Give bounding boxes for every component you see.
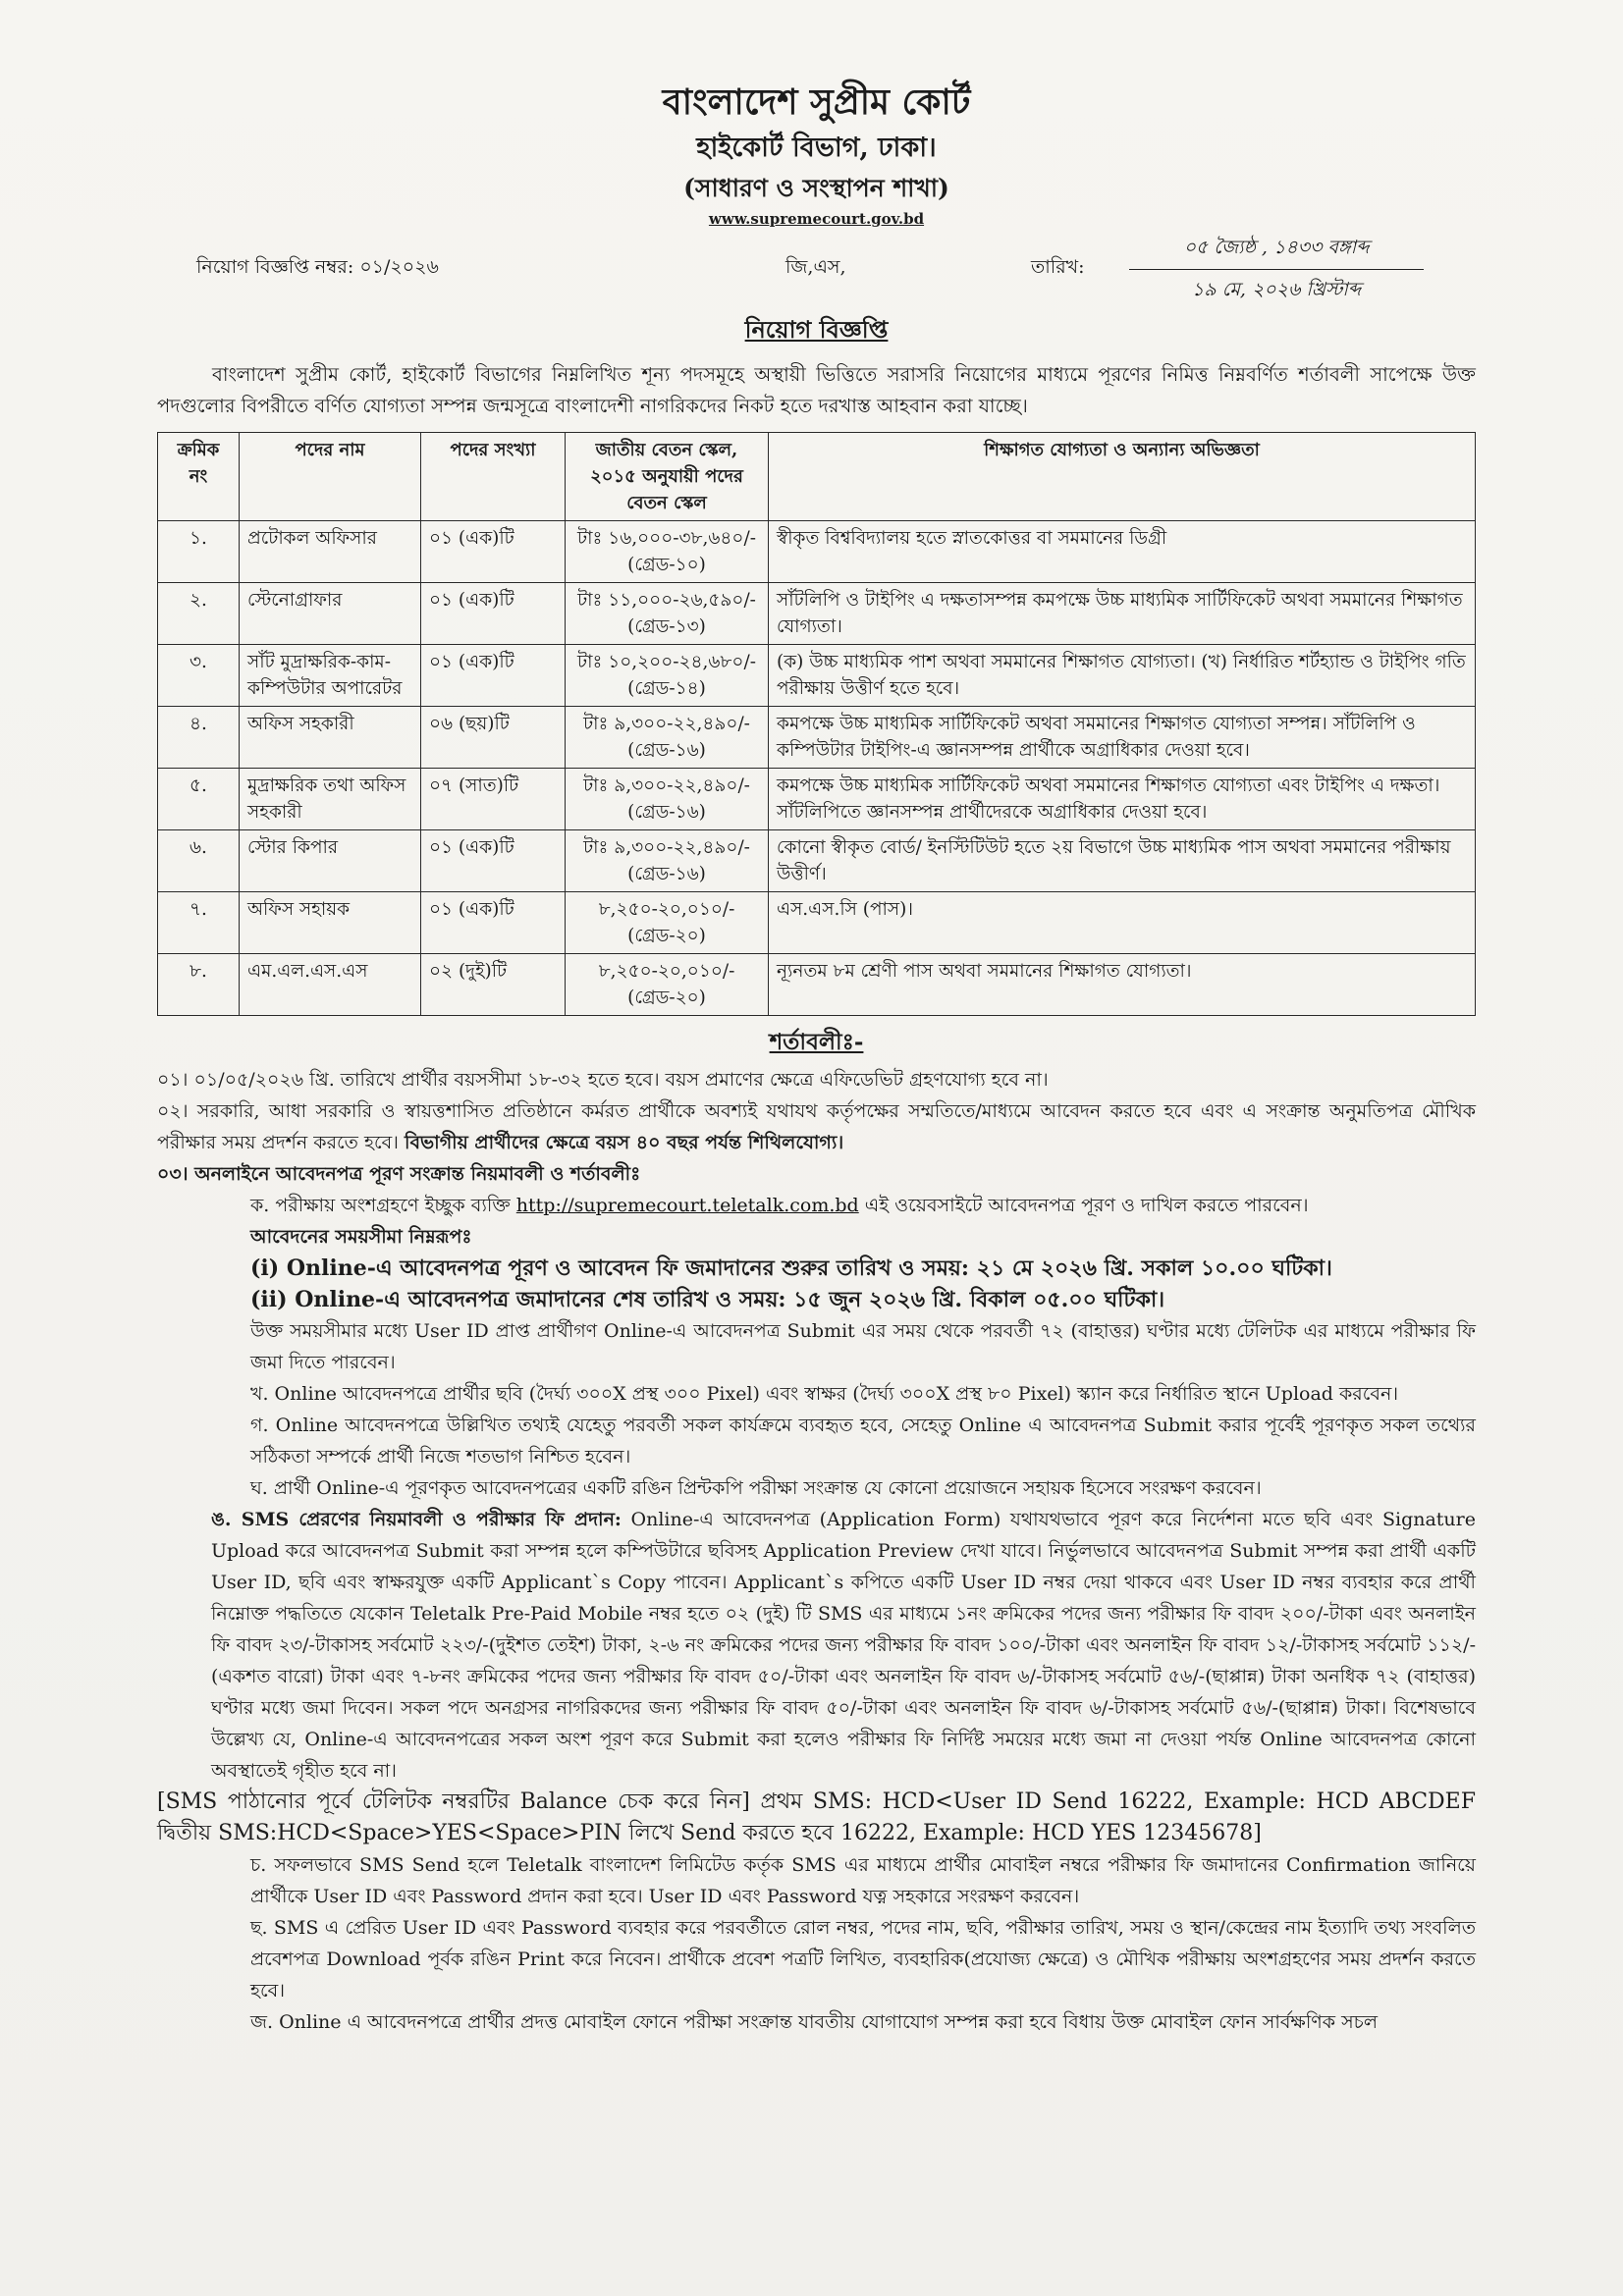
- col-header-post: পদের নাম: [240, 433, 421, 521]
- table-row: [158, 954, 1476, 1016]
- cell-qualification: কমপক্ষে উচ্চ মাধ্যমিক সার্টিফিকেট অথবা সমমানের শিক্ষাগত যোগ্যতা এবং টাইপিং এ দক্ষতা। সাঁটলিপিতে জ্ঞানসম্পন্ন প্রার্থীদেরকে অগ্রাধিকার দেওয়া হবে।: [769, 769, 1476, 830]
- cell-post: সাঁট মুদ্রাক্ষরিক-কাম-কম্পিউটার অপারেটর: [240, 645, 421, 707]
- reference-row: [157, 230, 1476, 308]
- table-header-row: [158, 433, 1476, 521]
- grade-value: (গ্রেড-১৬): [627, 802, 706, 823]
- scale-value: টাঃ ১৬,০০০-৩৮,৬৪০/-: [577, 528, 756, 549]
- cell-qualification: কোনো স্বীকৃত বোর্ড/ ইনস্টিটিউট হতে ২য় বিভাগে উচ্চ মাধ্যমিক পাস অথবা সমমানের পরীক্ষায় উত্তীর্ণ।: [769, 830, 1476, 892]
- grade-value: (গ্রেড-১৬): [627, 864, 706, 884]
- cell-post: অফিস সহায়ক: [240, 892, 421, 954]
- division-name: হাইকোর্ট বিভাগ, ঢাকা।: [696, 133, 937, 163]
- cell-sl: ৫.: [158, 769, 240, 830]
- term-1: ০১। ০১/০৫/২০২৬ খ্রি. তারিখে প্রার্থীর বয়সসীমা ১৮-৩২ হতে হবে। বয়স প্রমাণের ক্ষেত্রে এফিডেভিট গ্রহণযোগ্য হবে না।: [157, 1069, 1049, 1091]
- notice-title: নিয়োগ বিজ্ঞপ্তি: [744, 315, 889, 344]
- col-header-scale: জাতীয় বেতন স্কেল, ২০১৫ অনুযায়ী পদের বেতন স্কেল: [566, 433, 769, 521]
- term-umo-body: Online-এ আবেদনপত্র (Application Form) যথাযথভাবে পূরণ করে নির্দেশনা মতে ছবি এবং Signature Upload করে আবেদনপত্র Submit করা সম্পন্ন হলে কম্পিউটারে ছবিসহ Application Preview দেখা যাবে। নির্ভুলভাবে আবেদনপত্র Submit সম্পন্ন করা প্রার্থী একটি User ID, ছবি এবং স্বাক্ষরযুক্ত একটি Applicant`s Copy পাবেন। Applicant`s কপিতে একটি User ID নম্বর দেয়া থাকবে এবং User ID নম্বর ব্যবহার করে প্রার্থী নিম্নোক্ত পদ্ধতিতে যেকোন Teletalk Pre-Paid Mobile নম্বর হতে ০২ (দুই) টি SMS এর মাধ্যমে ১নং ক্রমিকের পদের জন্য পরীক্ষার ফি বাবদ ২০০/-টাকা এবং অনলাইন ফি বাবদ ২৩/-টাকাসহ সর্বমোট ২২৩/-(দুইশত তেইশ) টাকা, ২-৬ নং ক্রমিকের পদের জন্য পরীক্ষার ফি বাবদ ১০০/-টাকা এবং অনলাইন ফি বাবদ ১২/-টাকাসহ সর্বমোট ১১২/-(একশত বারো) টাকা এবং ৭-৮নং ক্রমিকের পদের জন্য পরীক্ষার ফি বাবদ ৫০/-টাকা এবং অনলাইন ফি বাবদ ৬/-টাকাসহ সর্বমোট ৫৬/-(ছাপ্পান্ন) টাকা অনধিক ৭২ (বাহাত্তর) ঘণ্টার মধ্যে জমা দিবেন। সকল পদে অনগ্রসর নাগরিকদের জন্য পরীক্ষার ফি বাবদ ৫০/-টাকা এবং অনলাইন ফি বাবদ ৬/-টাকাসহ সর্বমোট ৫৬/-(ছাপ্পান্ন) টাকা। বিশেষভাবে উল্লেখ্য যে, Online-এ আবেদনপত্রের সকল অংশ পূরণ করে Submit করা হলেও পরীক্ষার ফি নির্দিষ্ট সময়ের মধ্যে জমা না দেওয়া পর্যন্ত Online আবেদনপত্র কোনো অবস্থাতেই গৃহীত হবে না।: [211, 1509, 1476, 1782]
- cell-scale: [566, 954, 769, 1016]
- deadline-title: আবেদনের সময়সীমা নিম্নরূপঃ: [250, 1226, 472, 1248]
- cell-count: ০১ (এক)টি: [421, 830, 566, 892]
- cell-qualification: ন্যূনতম ৮ম শ্রেণী পাস অথবা সমমানের শিক্ষাগত যোগ্যতা।: [769, 954, 1476, 1016]
- grade-value: (গ্রেড-১৪): [627, 678, 706, 699]
- date-box: [1129, 234, 1424, 307]
- scale-value: টাঃ ৯,৩০০-২২,৪৯০/-: [583, 837, 750, 858]
- court-name: বাংলাদেশ সুপ্রীম কোর্ট: [662, 81, 971, 123]
- gs-label: জি,এস,: [785, 256, 846, 278]
- cell-count: ০১ (এক)টি: [421, 645, 566, 707]
- col-header-sl: ক্রমিক নং: [158, 433, 240, 521]
- cell-scale: [566, 645, 769, 707]
- grade-value: (গ্রেড-২০): [627, 988, 706, 1008]
- cell-qualification: সাঁটলিপি ও টাইপিং এ দক্ষতাসম্পন্ন কমপক্ষে উচ্চ মাধ্যমিক সার্টিফিকেট অথবা সমমানের শিক্ষাগত যোগ্যতা।: [769, 583, 1476, 645]
- cell-post: মুদ্রাক্ষরিক তথা অফিস সহকারী: [240, 769, 421, 830]
- intro-paragraph: বাংলাদেশ সুপ্রীম কোর্ট, হাইকোর্ট বিভাগের নিম্নলিখিত শূন্য পদসমূহে অস্থায়ী ভিত্তিতে সরাসরি নিয়োগের মাধ্যমে পূরণের নিমিত্ত নিম্নবর্ণিত শর্তাবলী সাপেক্ষে উক্ত পদগুলোর বিপরীতে বর্ণিত যোগ্যতা সম্পন্ন জন্মসূত্রে বাংলাদেশী নাগরিকদের নিকট হতে দরখাস্ত আহবান করা যাচ্ছে।: [157, 363, 1476, 417]
- term-ka-pre: ক. পরীক্ষায় অংশগ্রহণে ইচ্ছুক ব্যক্তি: [250, 1195, 511, 1216]
- terms-section: [157, 1064, 1476, 2038]
- scale-value: টাঃ ১০,২০০-২৪,৬৮০/-: [577, 652, 756, 672]
- term-2-relaxation: বিভাগীয় প্রার্থীদের ক্ষেত্রে বয়স ৪০ বছর পর্যন্ত শিথিলযোগ্য।: [405, 1132, 844, 1153]
- cell-post: স্টেনোগ্রাফার: [240, 583, 421, 645]
- cell-qualification: এস.এস.সি (পাস)।: [769, 892, 1476, 954]
- deadline-end: (ii) Online-এ আবেদনপত্র জমাদানের শেষ তারিখ ও সময়: ১৫ জুন ২০২৬ খ্রি. বিকাল ০৫.০০ ঘটিকা।: [250, 1287, 1165, 1312]
- cell-qualification: কমপক্ষে উচ্চ মাধ্যমিক সার্টিফিকেট অথবা সমমানের শিক্ষাগত যোগ্যতা সম্পন্ন। সাঁটলিপি ও কম্পিউটার টাইপিং-এ জ্ঞানসম্পন্ন প্রার্থীকে অগ্রাধিকার দেওয়া হবে।: [769, 707, 1476, 769]
- table-row: [158, 521, 1476, 583]
- scale-value: টাঃ ৯,৩০০-২২,৪৯০/-: [583, 714, 750, 734]
- grade-value: (গ্রেড-১৬): [627, 740, 706, 761]
- cell-qualification: স্বীকৃত বিশ্ববিদ্যালয় হতে স্নাতকোত্তর বা সমমানের ডিগ্রী: [769, 521, 1476, 583]
- cell-count: ০১ (এক)টি: [421, 521, 566, 583]
- term-ga: গ. Online আবেদনপত্রে উল্লিখিত তথ্যই যেহেতু পরবর্তী সকল কার্যক্রমে ব্যবহৃত হবে, সেহেতু Online এ আবেদনপত্র Submit করার পূর্বেই পূরণকৃত সকল তথ্যের সঠিকতা সম্পর্কে প্রার্থী নিজে শতভাগ নিশ্চিত হবেন।: [250, 1415, 1476, 1468]
- teletalk-link[interactable]: http://supremecourt.teletalk.com.bd: [515, 1195, 859, 1216]
- cell-post: অফিস সহকারী: [240, 707, 421, 769]
- cell-sl: ৬.: [158, 830, 240, 892]
- cell-sl: ৭.: [158, 892, 240, 954]
- scale-value: ৮,২৫০-২০,০১০/-: [598, 899, 735, 920]
- term-gha: ঘ. প্রার্থী Online-এ পূরণকৃত আবেদনপত্রের একটি রঙিন প্রিন্টকপি পরীক্ষা সংক্রান্ত যে কোনো প্রয়োজনে সহায়ক হিসেবে সংরক্ষণ করবেন।: [250, 1477, 1262, 1499]
- cell-count: ০৭ (সাত)টি: [421, 769, 566, 830]
- cell-post: এম.এল.এস.এস: [240, 954, 421, 1016]
- cell-scale: [566, 521, 769, 583]
- branch-name: (সাধারণ ও সংস্থাপন শাখা): [683, 174, 949, 202]
- term-kha: খ. Online আবেদনপত্রে প্রার্থীর ছবি (দৈর্ঘ্য ৩০০X প্রস্থ ৩০০ Pixel) এবং স্বাক্ষর (দৈর্ঘ্য ৩০০X প্রস্থ ৮০ Pixel) স্ক্যান করে নির্ধারিত স্থানে Upload করবেন।: [250, 1383, 1399, 1405]
- cell-scale: [566, 830, 769, 892]
- table-row: [158, 892, 1476, 954]
- cell-qualification: (ক) উচ্চ মাধ্যমিক পাশ অথবা সমমানের শিক্ষাগত যোগ্যতা। (খ) নির্ধারিত শর্টহ্যান্ড ও টাইপিং গতি পরীক্ষায় উত্তীর্ণ হতে হবে।: [769, 645, 1476, 707]
- term-umo-title: ঙ. SMS প্রেরণের নিয়মাবলী ও পরীক্ষার ফি প্রদান:: [211, 1509, 622, 1530]
- deadline-fee-note: উক্ত সময়সীমার মধ্যে User ID প্রাপ্ত প্রার্থীগণ Online-এ আবেদনপত্র Submit এর সময় থেকে পরবর্তী ৭২ (বাহাত্তর) ঘণ্টার মধ্যে টেলিটক এর মাধ্যমে পরীক্ষার ফি জমা দিতে পারবেন।: [250, 1320, 1476, 1373]
- table-row: [158, 769, 1476, 830]
- table-row: [158, 583, 1476, 645]
- date-label: তারিখ:: [1031, 256, 1085, 278]
- cell-count: ০২ (দুই)টি: [421, 954, 566, 1016]
- cell-count: ০১ (এক)টি: [421, 892, 566, 954]
- scale-value: টাঃ ৯,৩০০-২২,৪৯০/-: [583, 775, 750, 796]
- date-bangla: ০৫ জ্যৈষ্ঠ , ১৪৩৩ বঙ্গাব্দ: [1129, 234, 1424, 270]
- scale-value: ৮,২৫০-২০,০১০/-: [598, 961, 735, 982]
- terms-title: শর্তাবলীঃ-: [769, 1029, 864, 1055]
- date-english: ১৯ মে, ২০২৬ খ্রিস্টাব্দ: [1191, 279, 1362, 300]
- term-ka: [157, 1190, 1476, 1221]
- term-umo: [157, 1504, 1476, 1787]
- cell-sl: ২.: [158, 583, 240, 645]
- term-ka-post: এই ওয়েবসাইটে আবেদনপত্র পূরণ ও দাখিল করতে পারবেন।: [864, 1195, 1309, 1216]
- term-3: ০৩। অনলাইনে আবেদনপত্র পূরণ সংক্রান্ত নিয়মাবলী ও শর্তাবলীঃ: [157, 1163, 641, 1185]
- cell-sl: ১.: [158, 521, 240, 583]
- col-header-count: পদের সংখ্যা: [421, 433, 566, 521]
- col-header-qualification: শিক্ষাগত যোগ্যতা ও অন্যান্য অভিজ্ঞতা: [769, 433, 1476, 521]
- cell-post: প্রটোকল অফিসার: [240, 521, 421, 583]
- letterhead: [157, 0, 1476, 230]
- cell-scale: [566, 707, 769, 769]
- table-row: [158, 707, 1476, 769]
- term-chha: ছ. SMS এ প্রেরিত User ID এবং Password ব্যবহার করে পরবর্তীতে রোল নম্বর, পদের নাম, ছবি, পরীক্ষার তারিখ, সময় ও স্থান/কেন্দ্রের নাম ইত্যাদি তথ্য সংবলিত প্রবেশপত্র Download পূর্বক রঙিন Print করে নিবেন। প্রার্থীকে প্রবেশ পত্রটি লিখিত, ব্যবহারিক(প্রযোজ্য ক্ষেত্রে) ও মৌখিক পরীক্ষায় অংশগ্রহণের সময় প্রদর্শন করতে হবে।: [250, 1917, 1476, 2002]
- cell-count: ০৬ (ছয়)টি: [421, 707, 566, 769]
- term-ja: জ. Online এ আবেদনপত্রে প্রার্থীর প্রদত্ত মোবাইল ফোনে পরীক্ষা সংক্রান্ত যাবতীয় যোগাযোগ সম্পন্ন করা হবে বিধায় উক্ত মোবাইল ফোন সার্বক্ষণিক সচল: [250, 2011, 1379, 2033]
- term-2-main: ০২। সরকারি, আধা সরকারি ও স্বায়ত্তশাসিত প্রতিষ্ঠানে কর্মরত প্রার্থীকে অবশ্যই যথাযথ কর্তৃপক্ষের সম্মতিতে/মাধ্যমে আবেদন করতে হবে এবং এ সংক্রান্ত অনুমতিপত্র মৌখিক পরীক্ষার সময় প্রদর্শন করতে হবে।: [157, 1100, 1476, 1153]
- cell-scale: [566, 583, 769, 645]
- table-row: [158, 645, 1476, 707]
- term-cha: চ. সফলভাবে SMS Send হলে Teletalk বাংলাদেশ লিমিটেড কর্তৃক SMS এর মাধ্যমে প্রার্থীর মোবাইল নম্বরে পরীক্ষার ফি জমাদানের Confirmation জানিয়ে প্রার্থীকে User ID এবং Password প্রদান করা হবে। User ID এবং Password যত্ন সহকারে সংরক্ষণ করবেন।: [250, 1854, 1476, 1907]
- cell-post: স্টোর কিপার: [240, 830, 421, 892]
- cell-sl: ৮.: [158, 954, 240, 1016]
- term-2: [157, 1095, 1476, 1158]
- deadline-start: (i) Online-এ আবেদনপত্র পূরণ ও আবেদন ফি জমাদানের শুরুর তারিখ ও সময়: ২১ মে ২০২৬ খ্রি. সকাল ১০.০০ ঘটিকা।: [250, 1255, 1332, 1281]
- cell-sl: ৪.: [158, 707, 240, 769]
- grade-value: (গ্রেড-২০): [627, 926, 706, 946]
- grade-value: (গ্রেড-১৩): [627, 616, 706, 637]
- scale-value: টাঃ ১১,০০০-২৬,৫৯০/-: [577, 590, 756, 611]
- table-row: [158, 830, 1476, 892]
- cell-scale: [566, 769, 769, 830]
- cell-count: ০১ (এক)টি: [421, 583, 566, 645]
- cell-sl: ৩.: [158, 645, 240, 707]
- website-link[interactable]: www.supremecourt.gov.bd: [708, 210, 925, 228]
- sms-instructions: [SMS পাঠানোর পূর্বে টেলিটক নম্বরটির Balance চেক করে নিন] প্রথম SMS: HCD<User ID Send 16222, Example: HCD ABCDEF দ্বিতীয় SMS:HCD<Space>YES<Space>PIN লিখে Send করতে হবে 16222, Example: HCD YES 12345678]: [157, 1789, 1476, 1845]
- posts-table: [157, 432, 1476, 1016]
- notice-number: নিয়োগ বিজ্ঞপ্তি নম্বর: ০১/২০২৬: [196, 256, 439, 278]
- cell-scale: [566, 892, 769, 954]
- grade-value: (গ্রেড-১০): [627, 555, 706, 575]
